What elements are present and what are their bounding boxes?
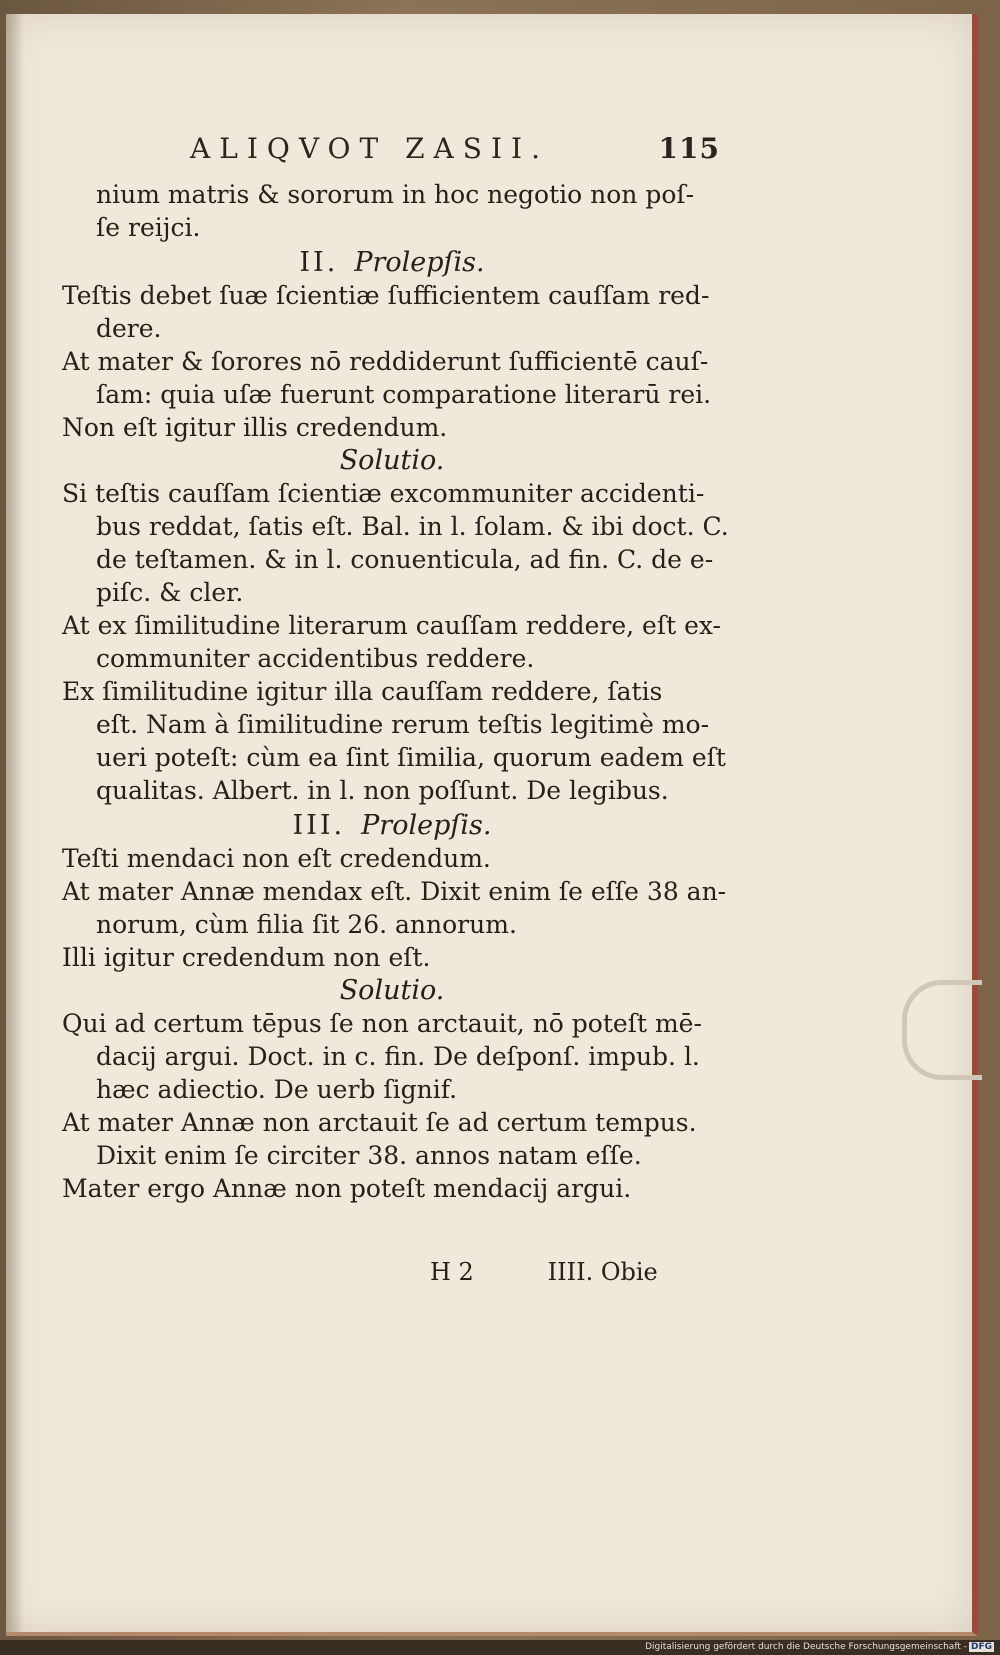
text-line: bus reddat, ſatis eſt. Bal. in l. ſolam. & ibi doct. C.	[96, 512, 729, 541]
running-head-title: ALIQVOT ZASII.	[190, 132, 549, 165]
text-line: dere.	[96, 314, 162, 343]
credit-text: Digitalisierung gefördert durch die Deutsche Forschungsgemeinschaft -	[645, 1642, 967, 1652]
text-line: ſe reijci.	[96, 213, 201, 242]
text-line: communiter accidentibus reddere.	[96, 644, 535, 673]
text-line: Non eſt igitur illis credendum.	[62, 413, 448, 442]
digitization-credit	[645, 1641, 994, 1653]
solutio-heading: Solutio.	[339, 445, 445, 476]
text-line: Qui ad certum tēpus ſe non arctauit, nō poteſt mē-	[62, 1009, 702, 1038]
text-line: At mater & ſorores nō reddiderunt ſufficientē cauſ-	[62, 347, 709, 376]
text-line: At ex ſimilitudine literarum cauſſam reddere, eſt ex-	[62, 611, 721, 640]
text-line: At mater Annæ non arctauit ſe ad certum tempus.	[62, 1108, 697, 1137]
section-label: Prolepſis.	[361, 810, 492, 841]
signature-mark: H 2	[430, 1258, 474, 1286]
section-heading	[62, 246, 722, 279]
text-line: Illi igitur credendum non eſt.	[62, 943, 431, 972]
solutio-heading: Solutio.	[339, 975, 445, 1006]
text-line: dacij argui. Doct. in c. fin. De deſponſ. impub. l.	[96, 1042, 700, 1071]
dfg-logo: DFG	[970, 1642, 992, 1652]
text-line: Dixit enim ſe circiter 38. annos natam eſſe.	[96, 1141, 642, 1170]
section-number: III.	[292, 810, 346, 841]
text-line: ueri poteſt: cùm ea ſint ſimilia, quorum eadem eſt	[96, 743, 726, 772]
text-line: Teſti mendaci non eſt credendum.	[62, 844, 491, 873]
text-line: norum, cùm filia ſit 26. annorum.	[96, 910, 517, 939]
text-line: Si teſtis cauſſam ſcientiæ excommuniter accidenti-	[62, 479, 705, 508]
page-gutter-shadow	[6, 14, 24, 1632]
text-line: ſam: quia uſæ fuerunt comparatione literarū rei.	[96, 380, 712, 409]
text-line: qualitas. Albert. in l. non poſſunt. De legibus.	[96, 776, 669, 805]
text-line: piſc. & cler.	[96, 578, 244, 607]
section-number: II.	[299, 247, 339, 278]
text-line: Teſtis debet ſuæ ſcientiæ ſufficientem cauſſam red-	[62, 281, 710, 310]
section-label: Prolepſis.	[354, 247, 485, 278]
text-line: de teſtamen. & in l. conuenticula, ad fin. C. de e-	[96, 545, 714, 574]
text-line: Mater ergo Annæ non poteſt mendacij argui.	[62, 1174, 632, 1203]
text-line: nium matris & sororum in hoc negotio non poſ-	[96, 180, 695, 209]
text-line: eſt. Nam à ſimilitudine rerum teſtis legitimè mo-	[96, 710, 710, 739]
folio-number: 115	[658, 132, 720, 165]
catchword: IIII. Obie	[547, 1258, 658, 1286]
text-line: At mater Annæ mendax eſt. Dixit enim ſe eſſe 38 an-	[62, 877, 727, 906]
text-line: hæc adiectio. De uerb ſignif.	[96, 1075, 458, 1104]
text-line: Ex ſimilitudine igitur illa cauſſam reddere, ſatis	[62, 677, 663, 706]
page-footer	[430, 1258, 700, 1286]
body-text	[62, 178, 729, 1205]
running-head	[190, 132, 720, 172]
section-heading	[62, 809, 722, 842]
page-clip-icon	[902, 980, 982, 1080]
